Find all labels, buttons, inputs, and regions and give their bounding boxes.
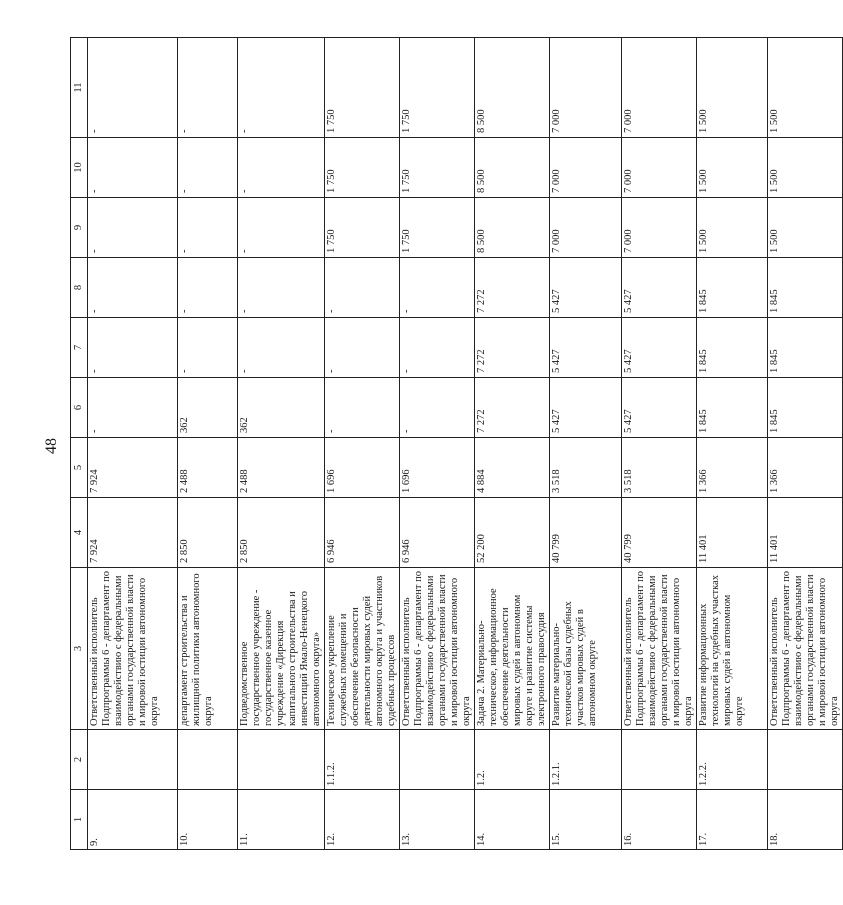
year-cell: 7 272 xyxy=(475,318,550,378)
year-cell: 1 750 xyxy=(400,198,475,258)
year-cell: 1 500 xyxy=(697,198,768,258)
year-cell: - xyxy=(238,258,325,318)
row-number-cell: 11. xyxy=(238,790,325,850)
total-cell: 40 799 xyxy=(622,498,697,568)
year-cell: - xyxy=(178,138,238,198)
column-header: 11 xyxy=(71,38,88,138)
year-cell: 1 500 xyxy=(697,38,768,138)
description-cell: Ответственный исполнитель Подпрограммы 6 - департамент по взаимодействию с федеральными органами государственной власти и мировой юстиции автономного округа xyxy=(400,568,475,730)
year-cell: 1 845 xyxy=(697,258,768,318)
year-cell: 1 845 xyxy=(768,318,843,378)
year-cell: - xyxy=(238,318,325,378)
year-cell: - xyxy=(238,198,325,258)
year-cell: - xyxy=(178,38,238,138)
year-cell: 1 696 xyxy=(400,438,475,498)
code-cell xyxy=(768,730,843,790)
year-cell: 7 924 xyxy=(88,438,178,498)
year-cell: 1 845 xyxy=(697,378,768,438)
code-cell xyxy=(238,730,325,790)
total-cell: 40 799 xyxy=(550,498,622,568)
description-cell: департамент строительства и жилищной политики автономного округа xyxy=(178,568,238,730)
year-cell: 1 500 xyxy=(768,198,843,258)
year-cell: 362 xyxy=(178,378,238,438)
year-cell: 1 500 xyxy=(697,138,768,198)
row-number-cell: 18. xyxy=(768,790,843,850)
table-row xyxy=(475,38,550,850)
year-cell: 7 000 xyxy=(622,38,697,138)
row-number-cell: 17. xyxy=(697,790,768,850)
year-cell: 3 518 xyxy=(622,438,697,498)
year-cell: 8 500 xyxy=(475,38,550,138)
year-cell: - xyxy=(178,198,238,258)
description-cell: Подведомственное государственное учреждение - государственное казенное учреждение «Дирекция капитального строительства и инвестиций Ямало-Ненецкого автономного округа» xyxy=(238,568,325,730)
table-row xyxy=(622,38,697,850)
year-cell: 1 845 xyxy=(768,258,843,318)
table-row xyxy=(238,38,325,850)
year-cell: - xyxy=(238,138,325,198)
column-header: 3 xyxy=(71,568,88,730)
table-row xyxy=(88,38,178,850)
row-number-cell: 14. xyxy=(475,790,550,850)
row-number-cell: 12. xyxy=(325,790,400,850)
year-cell: 7 272 xyxy=(475,378,550,438)
description-cell: Ответственный исполнитель Подпрограммы 6 - департамент по взаимодействию с федеральными органами государственной власти и мировой юстиции автономного округа xyxy=(768,568,843,730)
description-cell: Ответственный исполнитель Подпрограммы 6 - департамент по взаимодействию с федеральными органами государственной власти и мировой юстиции автономного округа xyxy=(622,568,697,730)
year-cell: 1 696 xyxy=(325,438,400,498)
year-cell: 1 366 xyxy=(697,438,768,498)
row-number-cell: 16. xyxy=(622,790,697,850)
row-number-cell: 10. xyxy=(178,790,238,850)
total-cell: 6 946 xyxy=(325,498,400,568)
total-cell: 11 401 xyxy=(697,498,768,568)
row-number-cell: 9. xyxy=(88,790,178,850)
year-cell: - xyxy=(88,258,178,318)
column-header: 6 xyxy=(71,378,88,438)
year-cell: - xyxy=(238,38,325,138)
year-cell: 362 xyxy=(238,378,325,438)
page-number: 48 xyxy=(43,438,60,454)
table-row xyxy=(550,38,622,850)
year-cell: - xyxy=(88,198,178,258)
description-cell: Техническое укрепление служебных помещений и обеспечение безопасности деятельности мировых судей автономного округа и участников судебных процессов xyxy=(325,568,400,730)
year-cell: - xyxy=(325,318,400,378)
row-number-cell: 15. xyxy=(550,790,622,850)
table-row xyxy=(768,38,843,850)
year-cell: 1 750 xyxy=(325,198,400,258)
year-cell: 1 366 xyxy=(768,438,843,498)
table-row xyxy=(400,38,475,850)
year-cell: 1 500 xyxy=(768,38,843,138)
code-cell xyxy=(622,730,697,790)
column-header: 5 xyxy=(71,438,88,498)
total-cell: 52 200 xyxy=(475,498,550,568)
budget-table xyxy=(70,37,843,850)
description-cell: Развитие материально-технической базы судебных участков мировых судей в автономном округе xyxy=(550,568,622,730)
year-cell: 5 427 xyxy=(622,318,697,378)
year-cell: 2 488 xyxy=(238,438,325,498)
year-cell: - xyxy=(400,318,475,378)
column-header: 2 xyxy=(71,730,88,790)
year-cell: - xyxy=(88,38,178,138)
year-cell: 5 427 xyxy=(550,258,622,318)
column-header: 7 xyxy=(71,318,88,378)
year-cell: 7 000 xyxy=(550,198,622,258)
year-cell: 3 518 xyxy=(550,438,622,498)
description-cell: Ответственный исполнитель Подпрограммы 6 - департамент по взаимодействию с федеральными органами государственной власти и мировой юстиции автономного округа xyxy=(88,568,178,730)
year-cell: 1 750 xyxy=(400,38,475,138)
year-cell: 8 500 xyxy=(475,138,550,198)
year-cell: - xyxy=(178,258,238,318)
year-cell: 5 427 xyxy=(622,378,697,438)
year-cell: - xyxy=(88,318,178,378)
year-cell: 5 427 xyxy=(622,258,697,318)
table-row xyxy=(325,38,400,850)
total-cell: 2 850 xyxy=(238,498,325,568)
table-row xyxy=(697,38,768,850)
column-header: 4 xyxy=(71,498,88,568)
year-cell: - xyxy=(400,378,475,438)
year-cell: 1 845 xyxy=(697,318,768,378)
total-cell: 6 946 xyxy=(400,498,475,568)
year-cell: 7 000 xyxy=(622,138,697,198)
description-cell: Задача 2. Материально-техническое, информационное обеспечение деятельности мировых судей в автономном округе и развитие системы электронного правосудия xyxy=(475,568,550,730)
year-cell: 7 000 xyxy=(550,138,622,198)
total-cell: 2 850 xyxy=(178,498,238,568)
code-cell: 1.1.2. xyxy=(325,730,400,790)
year-cell: - xyxy=(400,258,475,318)
code-cell: 1.2.1. xyxy=(550,730,622,790)
year-cell: - xyxy=(88,138,178,198)
table-header-row xyxy=(71,38,88,850)
row-number-cell: 13. xyxy=(400,790,475,850)
description-cell: Развитие информационных технологий на судебных участках мировых судей в автономном округе xyxy=(697,568,768,730)
year-cell: 1 500 xyxy=(768,138,843,198)
year-cell: 2 488 xyxy=(178,438,238,498)
year-cell: 7 000 xyxy=(622,198,697,258)
total-cell: 11 401 xyxy=(768,498,843,568)
total-cell: 7 924 xyxy=(88,498,178,568)
year-cell: 4 884 xyxy=(475,438,550,498)
rotated-table-container xyxy=(70,38,840,850)
code-cell: 1.2.2. xyxy=(697,730,768,790)
year-cell: 1 845 xyxy=(768,378,843,438)
year-cell: 8 500 xyxy=(475,198,550,258)
code-cell: 1.2. xyxy=(475,730,550,790)
code-cell xyxy=(400,730,475,790)
year-cell: 5 427 xyxy=(550,318,622,378)
year-cell: 7 272 xyxy=(475,258,550,318)
year-cell: - xyxy=(178,318,238,378)
code-cell xyxy=(88,730,178,790)
table-row xyxy=(178,38,238,850)
column-header: 10 xyxy=(71,138,88,198)
column-header: 9 xyxy=(71,198,88,258)
year-cell: - xyxy=(88,378,178,438)
year-cell: - xyxy=(325,378,400,438)
year-cell: 5 427 xyxy=(550,378,622,438)
year-cell: 1 750 xyxy=(325,138,400,198)
year-cell: 7 000 xyxy=(550,38,622,138)
year-cell: 1 750 xyxy=(325,38,400,138)
column-header: 1 xyxy=(71,790,88,850)
column-header: 8 xyxy=(71,258,88,318)
year-cell: 1 750 xyxy=(400,138,475,198)
year-cell: - xyxy=(325,258,400,318)
code-cell xyxy=(178,730,238,790)
